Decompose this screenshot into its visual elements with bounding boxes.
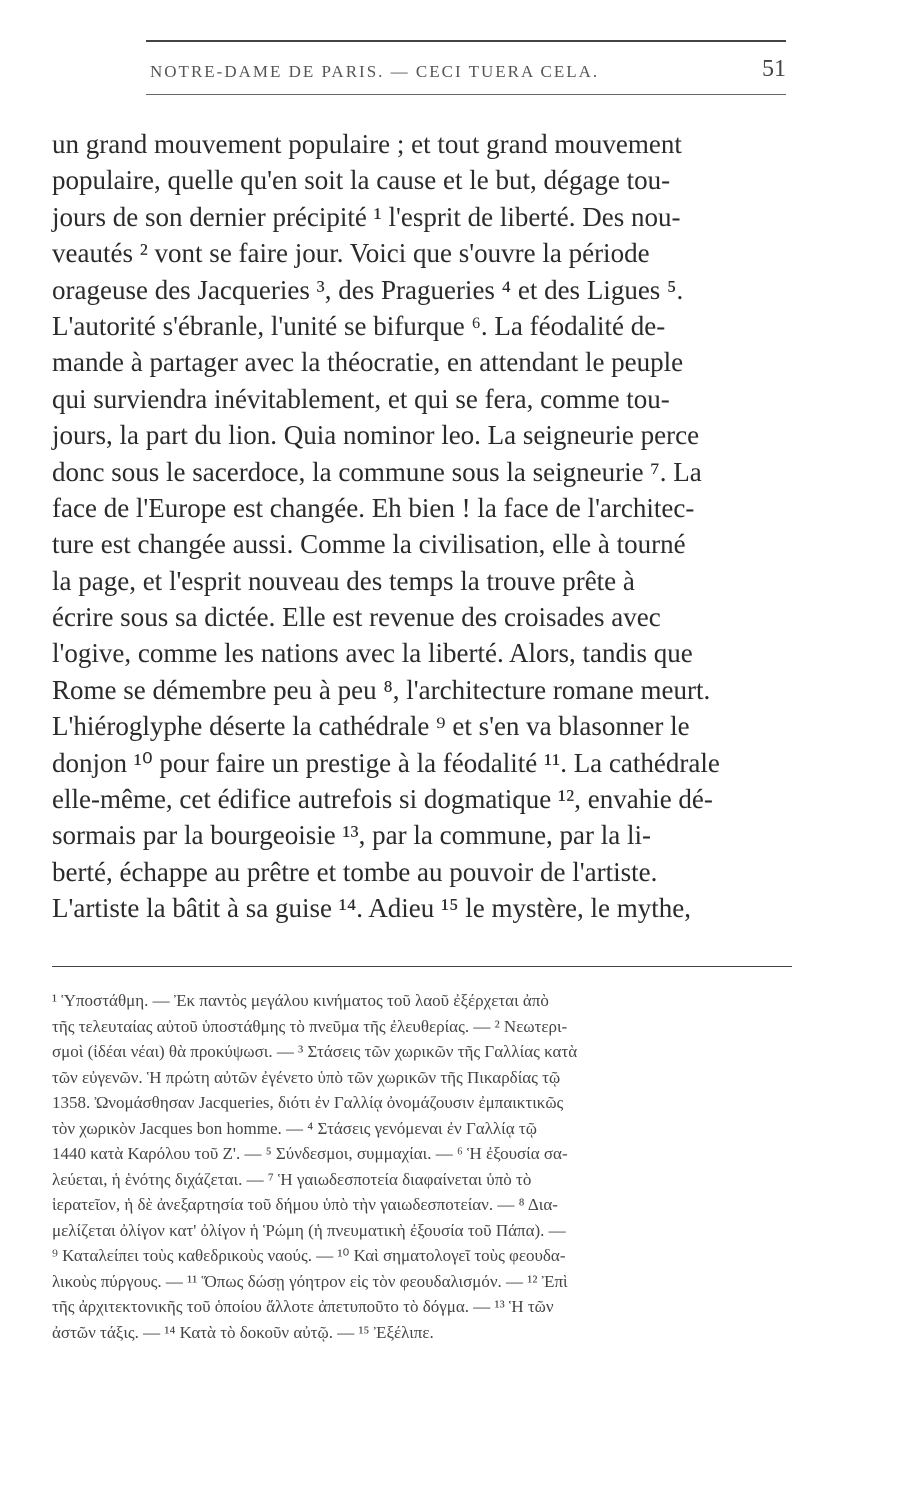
body-line: écrire sous sa dictée. Elle est revenue des croisades avec	[52, 602, 661, 633]
body-line: qui surviendra inévitablement, et qui se fera, comme tou-	[52, 383, 670, 414]
footnote-line: ¹ Ὑποστάθμη. — Ἐκ παντὸς μεγάλου κινήματος τοῦ λαοῦ ἐξέρχεται ἀπὸ	[52, 991, 549, 1010]
body-line: orageuse des Jacqueries ³, des Pragueries ⁴ et des Ligues ⁵.	[52, 274, 684, 305]
footnote-line: τῆς ἀρχιτεκτονικῆς τοῦ ὁποίου ἄλλοτε ἀπετυποῦτο τὸ δόγμα. — ¹³ Ἡ τῶν	[52, 1297, 554, 1316]
body-line: la page, et l'esprit nouveau des temps la trouve prête à	[52, 565, 635, 596]
footnote-line: ἱερατεῖον, ἡ δὲ ἀνεξαρτησία τοῦ δήμου ὑπὸ τὴν γαιωδεσποτείαν. — ⁸ Δια-	[52, 1195, 558, 1214]
body-line: sormais par la bourgeoisie ¹³, par la commune, par la li-	[52, 820, 652, 851]
footnote-line: ⁹ Καταλείπει τοὺς καθεδρικοὺς ναούς. — ¹⁰ Καὶ σηματολογεῖ τοὺς φεουδα-	[52, 1246, 566, 1265]
body-line: L'artiste la bâtit à sa guise ¹⁴. Adieu ¹⁵ le mystère, le mythe,	[52, 893, 691, 924]
body-text	[52, 126, 780, 927]
footnote-line: μελίζεται ὀλίγον κατ' ὀλίγον ἡ Ῥώμη (ἡ πνευματικὴ ἐξουσία τοῦ Πάπα). —	[52, 1220, 566, 1240]
body-line: berté, échappe au prêtre et tombe au pouvoir de l'artiste.	[52, 856, 658, 887]
page-header	[150, 56, 790, 86]
body-line: L'hiéroglyphe déserte la cathédrale ⁹ et s'en va blasonner le	[52, 711, 690, 742]
page-number: 51	[762, 56, 786, 82]
body-line: jours, la part du lion. Quia nominor leo. La seigneurie perce	[52, 420, 700, 451]
body-line: face de l'Europe est changée. Eh bien ! la face de l'architec-	[52, 492, 695, 523]
body-line: populaire, quelle qu'en soit la cause et le but, dégage tou-	[52, 165, 671, 196]
body-line: donc sous le sacerdoce, la commune sous la seigneurie ⁷. La	[52, 456, 702, 487]
header-rule	[146, 94, 786, 95]
body-line: un grand mouvement populaire ; et tout grand mouvement	[52, 129, 682, 159]
body-line: elle-même, cet édifice autrefois si dogmatique ¹², envahie dé-	[52, 784, 713, 815]
body-line: jours de son dernier précipité ¹ l'esprit de liberté. Des nou-	[52, 201, 681, 232]
footnote-line: ἀστῶν τάξις. — ¹⁴ Κατὰ τὸ δοκοῦν αὐτῷ. — ¹⁵ Ἐξέλιπε.	[52, 1322, 434, 1342]
body-line: Rome se démembre peu à peu ⁸, l'architecture romane meurt.	[52, 674, 711, 705]
body-line: L'autorité s'ébranle, l'unité se bifurque ⁶. La féodalité de-	[52, 310, 666, 341]
body-line: mande à partager avec la théocratie, en attendant le peuple	[52, 347, 684, 378]
footnote-line: τὸν χωρικὸν Jacques bon homme. — ⁴ Στάσεις γενόμεναι ἐν Γαλλίᾳ τῷ	[52, 1118, 537, 1138]
footnote-line: τῆς τελευταίας αὐτοῦ ὑποστάθμης τὸ πνεῦμα τῆς ἐλευθερίας. — ² Νεωτερι-	[52, 1016, 568, 1036]
footnote-rule	[52, 966, 792, 967]
footnote-line: σμοὶ (ἰδέαι νέαι) θὰ προκύψωσι. — ³ Στάσεις τῶν χωρικῶν τῆς Γαλλίας κατὰ	[52, 1042, 578, 1061]
body-line: veautés ² vont se faire jour. Voici que s'ouvre la période	[52, 238, 650, 269]
footnote-line: 1358. Ὠνομάσθησαν Jacqueries, διότι ἐν Γαλλίᾳ ὀνομάζουσιν ἐμπαικτικῶς	[52, 1093, 564, 1112]
body-line: donjon ¹⁰ pour faire un prestige à la féodalité ¹¹. La cathédrale	[52, 747, 720, 778]
footnotes	[52, 988, 792, 1345]
top-rule	[146, 40, 786, 42]
running-title: NOTRE-DAME DE PARIS. — CECI TUERA CELA.	[150, 62, 600, 81]
footnote-line: λεύεται, ἡ ἑνότης διχάζεται. — ⁷ Ἡ γαιωδεσποτεία διαφαίνεται ὑπὸ τὸ	[52, 1169, 532, 1189]
footnote-line: 1440 κατὰ Καρόλου τοῦ Ζ'. — ⁵ Σύνδεσμοι, συμμαχίαι. — ⁶ Ἡ ἐξουσία σα-	[52, 1144, 568, 1163]
footnote-line: τῶν εὐγενῶν. Ἡ πρώτη αὐτῶν ἐγένετο ὑπὸ τῶν χωρικῶν τῆς Πικαρδίας τῷ	[52, 1067, 561, 1087]
body-line: ture est changée aussi. Comme la civilisation, elle à tourné	[52, 529, 686, 560]
body-line: l'ogive, comme les nations avec la liberté. Alors, tandis que	[52, 638, 693, 669]
footnote-line: λικοὺς πύργους. — ¹¹ Ὅπως δώσῃ γόητρον εἰς τὸν φεουδαλισμόν. — ¹² Ἐπὶ	[52, 1271, 568, 1291]
